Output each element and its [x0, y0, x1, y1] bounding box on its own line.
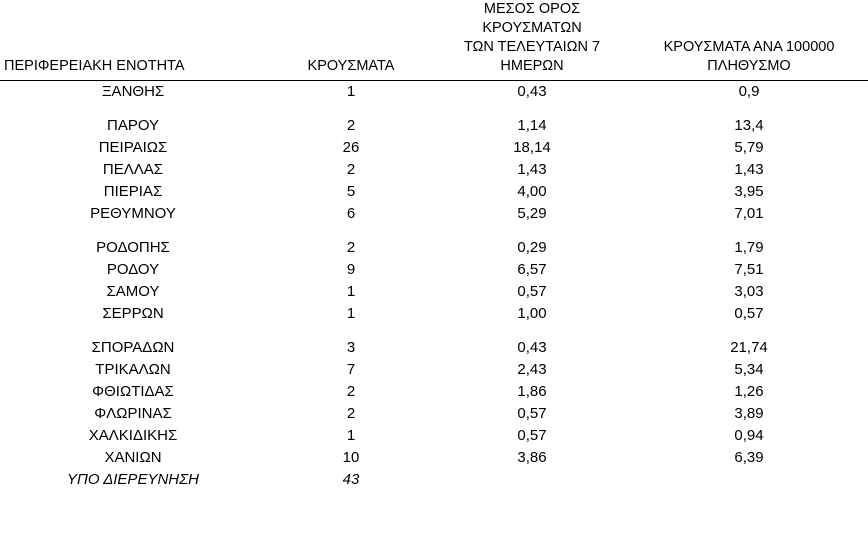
cell-cases: 2	[346, 405, 356, 422]
cell-per100k: 0,94	[734, 427, 764, 444]
table-header-row	[0, 0, 868, 80]
table-row-spacer	[0, 103, 868, 115]
cell-region: ΦΘΙΩΤΙΔΑΣ	[92, 383, 174, 400]
cell-per100k: 1,79	[734, 239, 764, 256]
column-header-cases	[268, 0, 434, 80]
cell-avg7: 1,43	[517, 161, 547, 178]
cell-cases: 3	[346, 339, 356, 356]
cell-region: ΠΕΛΛΑΣ	[102, 161, 164, 178]
cell-avg7: 1,14	[517, 117, 547, 134]
cell-empty	[630, 325, 868, 337]
cell-avg7: 0,57	[517, 405, 547, 422]
cell-avg7: 2,43	[517, 361, 547, 378]
cell-empty	[0, 225, 268, 237]
table-row	[0, 115, 868, 137]
cell-region: ΣΠΟΡΑΔΩΝ	[91, 339, 175, 356]
cell-empty	[434, 325, 630, 337]
cell-cases: 2	[346, 383, 356, 400]
cell-avg7: 0,57	[517, 283, 547, 300]
cell-avg7	[434, 469, 630, 491]
column-header-avg7-line-1: ΜΕΣΟΣ ΟΡΟΣ ΚΡΟΥΣΜΑΤΩΝ	[482, 1, 582, 37]
table-row	[0, 403, 868, 425]
cell-empty	[434, 103, 630, 115]
cell-region: ΧΑΝΙΩΝ	[104, 449, 162, 466]
cell-per100k: 0,9	[738, 83, 760, 100]
cell-per100k: 3,89	[734, 405, 764, 422]
cell-per100k: 21,74	[730, 339, 768, 356]
table-row	[0, 259, 868, 281]
cell-avg7: 1,86	[517, 383, 547, 400]
cell-avg7: 3,86	[517, 449, 547, 466]
cell-empty	[268, 225, 434, 237]
table-row	[0, 237, 868, 259]
cell-cases: 26	[342, 139, 360, 156]
cell-avg7: 6,57	[517, 261, 547, 278]
cell-cases: 1	[346, 305, 356, 322]
cell-region: ΡΟΔΟΥ	[106, 261, 160, 278]
table-row-under-investigation	[0, 469, 868, 491]
table-row	[0, 181, 868, 203]
cell-empty	[268, 325, 434, 337]
cell-region: ΧΑΛΚΙΔΙΚΗΣ	[88, 427, 178, 444]
column-header-region	[0, 0, 268, 80]
cell-region: ΠΑΡΟΥ	[106, 117, 160, 134]
cell-empty	[268, 103, 434, 115]
cell-avg7: 18,14	[513, 139, 551, 156]
table-row	[0, 425, 868, 447]
column-header-avg7-line-2: ΤΩΝ ΤΕΛΕΥΤΑΙΩΝ 7	[463, 39, 601, 56]
column-header-avg7	[434, 0, 630, 80]
cell-empty	[434, 225, 630, 237]
cell-empty	[0, 103, 268, 115]
cell-per100k: 6,39	[734, 449, 764, 466]
cell-per100k: 5,79	[734, 139, 764, 156]
cell-per100k: 7,51	[734, 261, 764, 278]
cell-region: ΠΙΕΡΙΑΣ	[103, 183, 163, 200]
cell-cases: 6	[346, 205, 356, 222]
column-header-per100k	[630, 0, 868, 80]
cell-empty	[630, 103, 868, 115]
cell-cases: 5	[346, 183, 356, 200]
cell-avg7: 0,43	[517, 339, 547, 356]
table-row	[0, 80, 868, 103]
cell-avg7: 1,00	[517, 305, 547, 322]
cell-region: ΦΛΩΡΙΝΑΣ	[94, 405, 172, 422]
table-row	[0, 447, 868, 469]
cell-region: ΡΕΘΥΜΝΟΥ	[90, 205, 176, 222]
cell-cases: 7	[346, 361, 356, 378]
table-row	[0, 303, 868, 325]
column-header-per100k-line-2: ΠΛΗΘΥΣΜΟ	[707, 58, 791, 75]
table-row	[0, 281, 868, 303]
cell-per100k: 7,01	[734, 205, 764, 222]
cell-per100k: 13,4	[734, 117, 764, 134]
cell-per100k	[630, 469, 868, 491]
table-row	[0, 337, 868, 359]
cell-per100k: 3,95	[734, 183, 764, 200]
cell-region: ΠΕΙΡΑΙΩΣ	[98, 139, 168, 156]
table-head	[0, 0, 868, 80]
column-header-region-line-1: ΠΕΡΙΦΕΡΕΙΑΚΗ ΕΝΟΤΗΤΑ	[4, 58, 185, 75]
cell-avg7: 0,57	[517, 427, 547, 444]
cell-cases: 43	[342, 471, 360, 488]
table-row	[0, 203, 868, 225]
cell-avg7: 5,29	[517, 205, 547, 222]
table-body	[0, 80, 868, 491]
cell-region: ΞΑΝΘΗΣ	[101, 83, 165, 100]
cell-region: ΣΑΜΟΥ	[106, 283, 160, 300]
cell-cases: 2	[346, 239, 356, 256]
column-header-avg7-line-3: ΗΜΕΡΩΝ	[500, 58, 564, 75]
table-row	[0, 137, 868, 159]
cell-per100k: 1,43	[734, 161, 764, 178]
cell-per100k: 1,26	[734, 383, 764, 400]
cell-per100k: 5,34	[734, 361, 764, 378]
cell-avg7: 0,29	[517, 239, 547, 256]
table-row-spacer	[0, 225, 868, 237]
cell-region: ΥΠΟ ΔΙΕΡΕΥΝΗΣΗ	[67, 471, 199, 488]
cell-region: ΤΡΙΚΑΛΩΝ	[95, 361, 171, 378]
cell-per100k: 0,57	[734, 305, 764, 322]
column-header-per100k-line-1: ΚΡΟΥΣΜΑΤΑ ΑΝΑ 100000	[663, 39, 835, 56]
cell-cases: 9	[346, 261, 356, 278]
column-header-cases-line-1: ΚΡΟΥΣΜΑΤΑ	[307, 58, 395, 75]
cell-cases: 1	[346, 427, 356, 444]
cell-cases: 2	[346, 117, 356, 134]
cell-empty	[630, 225, 868, 237]
cell-cases: 1	[346, 83, 356, 100]
cell-avg7: 0,43	[517, 83, 547, 100]
cell-empty	[0, 325, 268, 337]
cell-cases: 10	[342, 449, 360, 466]
cell-cases: 2	[346, 161, 356, 178]
table-row	[0, 381, 868, 403]
table-row-spacer	[0, 325, 868, 337]
cell-avg7: 4,00	[517, 183, 547, 200]
cell-region: ΡΟΔΟΠΗΣ	[96, 239, 170, 256]
cell-per100k: 3,03	[734, 283, 764, 300]
cell-region: ΣΕΡΡΩΝ	[102, 305, 164, 322]
table-row	[0, 159, 868, 181]
table-row	[0, 359, 868, 381]
cell-cases: 1	[346, 283, 356, 300]
